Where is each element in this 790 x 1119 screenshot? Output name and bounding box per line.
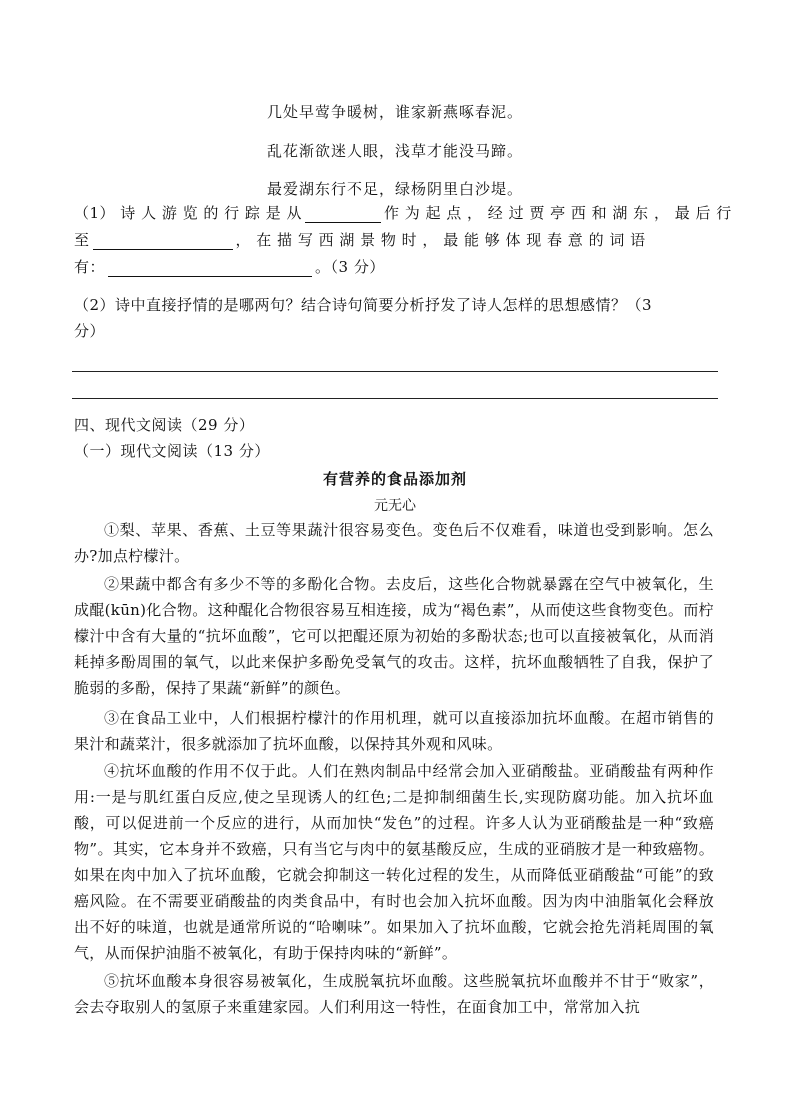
q1-text-a: （1） 诗 人 游 览 的 行 踪 是 从 xyxy=(74,204,302,222)
question-2-line-2: 分） xyxy=(74,322,106,340)
question-1-line-3 xyxy=(74,257,385,277)
poem-line-3: 最爱湖东行不足，绿杨阴里白沙堤。 xyxy=(266,180,523,198)
paragraph-3: ③在食品工业中，人们根据柠檬汁的作用机理，就可以直接添加抗坏血酸。在超市销售的果汁和蔬菜汁，很多就添加了抗坏血酸，以保持其外观和风味。 xyxy=(74,709,714,753)
answer-blank-3[interactable] xyxy=(108,260,312,277)
question-1-line-1 xyxy=(74,203,732,223)
q1-text-b: 作 为 起 点 ， 经 过 贾 亭 西 和 湖 东 ， 最 后 行 xyxy=(383,204,732,222)
q1-text-e: 有： xyxy=(74,258,106,276)
subsection-heading: （一）现代文阅读（13 分） xyxy=(74,442,270,460)
question-2-line-1: （2）诗中直接抒情的是哪两句？结合诗句简要分析抒发了诗人怎样的思想感情？（3 xyxy=(74,296,653,314)
section-heading: 四、现代文阅读（29 分） xyxy=(74,416,255,434)
answer-line-2[interactable] xyxy=(72,398,718,399)
question-1-line-2 xyxy=(74,230,646,250)
paragraph-1: ①梨、苹果、香蕉、土豆等果蔬汁很容易变色。变色后不仅难看，味道也受到影响。怎么办?加点柠檬汁。 xyxy=(74,521,714,565)
answer-blank-2[interactable] xyxy=(93,233,233,250)
q1-text-d: ， 在 描 写 西 湖 景 物 时 ， 最 能 够 体 现 春 意 的 词 语 xyxy=(235,231,646,249)
q1-text-f: 。（3 分） xyxy=(315,258,385,276)
q1-text-c: 至 xyxy=(74,231,90,249)
article-title: 有营养的食品添加剂 xyxy=(322,470,467,488)
answer-blank-1[interactable] xyxy=(305,206,381,223)
poem-line-1: 几处早莺争暖树，谁家新燕啄春泥。 xyxy=(266,103,523,121)
paragraph-2: ②果蔬中都含有多少不等的多酚化合物。去皮后，这些化合物就暴露在空气中被氧化，生成醌(kūn)化合物。这种醌化合物很容易互相连接，成为“褐色素”，从而使这些食物变色。而柠檬汁中含有大量的“抗坏血酸”，它可以把醌还原为初始的多酚状态;也可以直接被氧化，从而消耗掉多酚周围的氧气，以此来保护多酚免受氧气的攻击。这样，抗坏血酸牺牲了自我，保护了脆弱的多酚，保持了果蔬“新鲜”的颜色。 xyxy=(74,575,714,697)
poem-line-2: 乱花渐欲迷人眼，浅草才能没马蹄。 xyxy=(266,142,523,160)
paragraph-5: ⑤抗坏血酸本身很容易被氧化，生成脱氧抗坏血酸。这些脱氧抗坏血酸并不甘于“败家”，会去夺取别人的氢原子来重建家园。人们利用这一特性，在面食加工中，常常加入抗 xyxy=(74,972,714,1016)
answer-line-1[interactable] xyxy=(72,371,718,372)
paragraph-4: ④抗坏血酸的作用不仅于此。人们在熟肉制品中经常会加入亚硝酸盐。亚硝酸盐有两种作用:一是与肌红蛋白反应,使之呈现诱人的红色;二是抑制细菌生长,实现防腐功能。加入抗坏血酸，可以促进前一个反应的进行，从而加快“发色”的过程。许多人认为亚硝酸盐是一种“致癌物”。其实，它本身并不致癌，只有当它与肉中的氨基酸反应，生成的亚硝胺才是一种致癌物。如果在肉中加入了抗坏血酸，它就会抑制这一转化过程的发生，从而降低亚硝酸盐“可能”的致癌风险。在不需要亚硝酸盐的肉类食品中，有时也会加入抗坏血酸。因为肉中油脂氧化会释放出不好的味道，也就是通常所说的“哈喇味”。如果加入了抗坏血酸，它就会抢先消耗周围的氧气，从而保护油脂不被氧化，有助于保持肉味的“新鲜”。 xyxy=(74,762,714,962)
article-author: 元无心 xyxy=(374,498,416,514)
